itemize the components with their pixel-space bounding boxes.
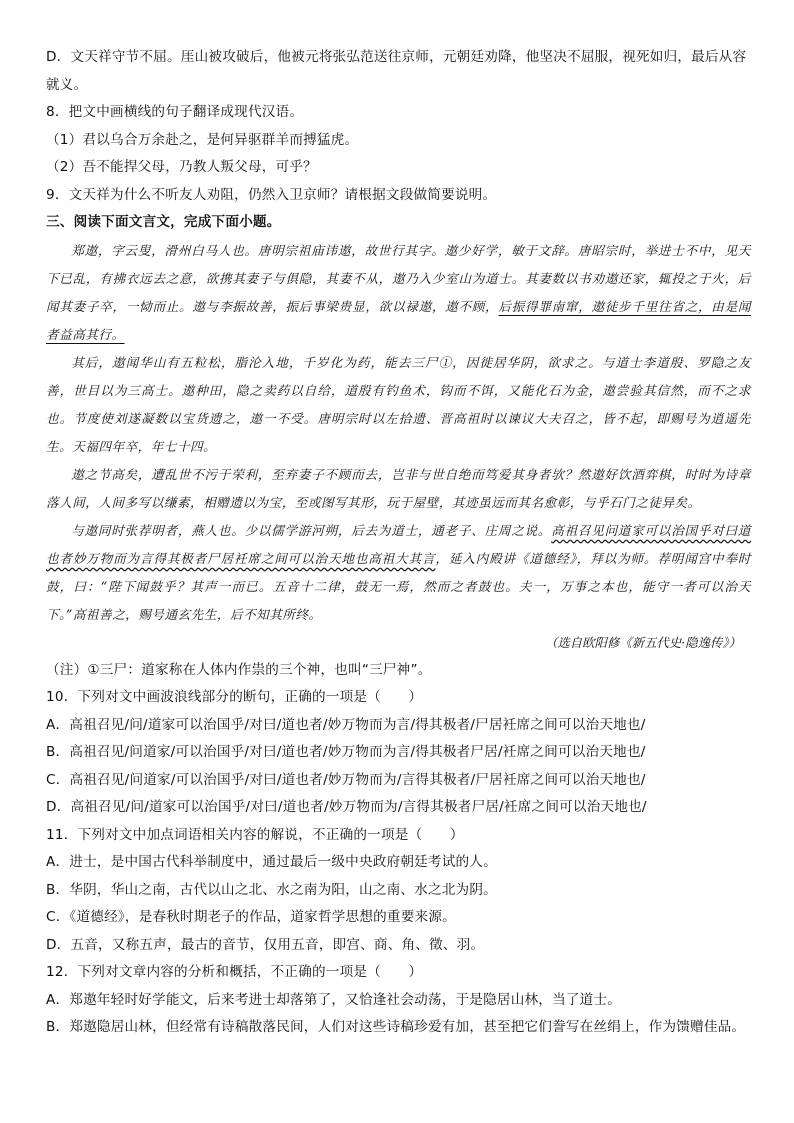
q11-stem: 11．下列对文中加点词语相关内容的解说，不正确的一项是（ ） xyxy=(46,826,464,843)
passage-source: （选自欧阳修《新五代史·隐逸传》） xyxy=(545,634,741,650)
q10-option-a: A．高祖召见/问/道家可以治国乎/对曰/道也者/妙万物而为言/得其极者/尸居衽席之间可以治天地也/ xyxy=(46,716,646,733)
q8-item-1: （1）君以乌合万余赴之，是何异驱群羊而搏猛虎。 xyxy=(46,131,359,148)
q7-option-d: D．文天祥守节不屈。厓山被攻破后，他被元将张弘范送往京师，元朝廷劝降，他坚决不屈服，视死如归，最后从容就义。 xyxy=(46,49,747,93)
q11-option-a: A．进士，是中国古代科举制度中，通过最后一级中央政府朝廷考试的人。 xyxy=(46,854,497,870)
passage-p1-underlined-sentence: 后振得罪南窜，遨徒步千里往省之，由是闻者益高其行。 xyxy=(46,298,752,342)
exam-page xyxy=(46,44,751,1042)
passage-p4-text: 与遨同时张荐明者，燕人也。少以儒学游河朔，后去为道士，通老子、庄周之说。 xyxy=(71,522,552,538)
q8-stem: 8．把文中画横线的句子翻译成现代汉语。 xyxy=(46,104,304,120)
q12-option-a: A．郑遨年轻时好学能文，后来考进士却落第了，又恰逢社会动荡，于是隐居山林，当了道士。 xyxy=(46,991,622,1008)
passage-p4-text-after: ，延入内殿讲《道德经》，拜以为师。荐明闻宫中奉时鼓，曰：“陛下闻鼓乎？其声一而已。五音十二律，鼓无一焉，然而之者鼓也。夫一，万事之本也，能守一者可以治天下。”高祖善之，赐号通玄先生，后不知其所终。 xyxy=(46,550,752,622)
q12-stem: 12．下列对文章内容的分析和概括，不正确的一项是（ ） xyxy=(46,964,423,980)
passage-paragraph-4 xyxy=(46,517,751,629)
q10-option-b: B．高祖召见/问道家/可以治国乎/对曰/道也者/妙万物而为言/得其极者尸居/衽席之间可以治天地也/ xyxy=(46,744,646,760)
q10-option-d: D．高祖召见/问/道家可以治国乎/对曰/道也者/妙万物而为/言得其极者尸居/衽席之间可以治天地也/ xyxy=(46,799,647,815)
section-title: 三、阅读下面文言文，完成下面小题。 xyxy=(46,214,281,230)
q11-option-c: C．《道德经》，是春秋时期老子的作品，道家哲学思想的重要来源。 xyxy=(46,909,456,925)
passage-paragraph-2: 其后，遨闻华山有五粒松，脂沦入地，千岁化为药，能去三尸①，因徙居华阴，欲求之。与道士李道殷、罗隐之友善，世目以为三高士。遨种田，隐之卖药以自给，道殷有钓鱼术，钩而不饵，又能化石为金，遨尝验其信然，而不之求也。节度使刘遂凝数以宝货遗之，遨一不受。唐明宗时以左拾遗、晋高祖时以谏议大夫召之，皆不起，即赐号为逍遥先生。天福四年卒，年七十四。 xyxy=(46,354,751,454)
q12-option-b: B．郑遨隐居山林，但经常有诗稿散落民间，人们对这些诗稿珍爱有加，甚至把它们誊写在丝绢上，作为馈赠佳品。 xyxy=(46,1019,746,1035)
classical-passage xyxy=(46,237,751,629)
q11-option-d: D．五音，又称五声，最古的音节，仅用五音，即宫、商、角、徵、羽。 xyxy=(46,936,485,953)
passage-p1-text: 郑遨，字云叟，滑州白马人也。唐明宗祖庙讳遨，故世行其字。遨少好学，敏于文辞。唐昭宗时，举进士不中，见天下已乱，有拂衣远去之意，欲携其妻子与俱隐，其妻不从，遨乃入少室山为道士。其妻数以书劝遨还家，辄投之于火，后闻其妻子卒，一恸而止。遨与李振故善，振后事梁贵显，欲以禄遨，遨不顾， xyxy=(46,242,751,314)
q9-stem: 9．文天祥为什么不听友人劝阻，仍然入卫京师？请根据文段做简要说明。 xyxy=(46,186,497,203)
q8-item-2: （2）吾不能捍父母，乃教人叛父母，可乎？ xyxy=(46,159,317,175)
passage-paragraph-3: 遨之节高矣，遭乱世不污于荣利，至弃妻子不顾而去，岂非与世自绝而笃爱其身者欤？然遨好饮酒弈棋，时时为诗章落人间，人间多写以缣素，相赠遗以为宝，至或图写其形，玩于屋壁，其迹虽远而其名愈彰，与乎石门之徒异矣。 xyxy=(46,466,751,510)
passage-p4-wavy-sentence: 高祖召见问道家可以治国乎对曰道也者妙万物而为言得其极者尸居衽席之间可以治天地也高祖大其言 xyxy=(46,522,752,566)
q11-option-b: B．华阴，华山之南，古代以山之北、水之南为阳，山之南、水之北为阴。 xyxy=(46,881,497,898)
q10-stem: 10．下列对文中画波浪线部分的断句，正确的一项是（ ） xyxy=(46,689,423,705)
q10-option-c: C．高祖召见/问道家/可以治国乎/对曰/道也者/妙万物而为/言得其极者/尸居衽席之间可以治天地也/ xyxy=(46,771,646,788)
passage-paragraph-1 xyxy=(46,237,751,349)
footnote: （注）①三尸：道家称在人体内作祟的三个神，也叫“三尸神”。 xyxy=(46,661,432,678)
